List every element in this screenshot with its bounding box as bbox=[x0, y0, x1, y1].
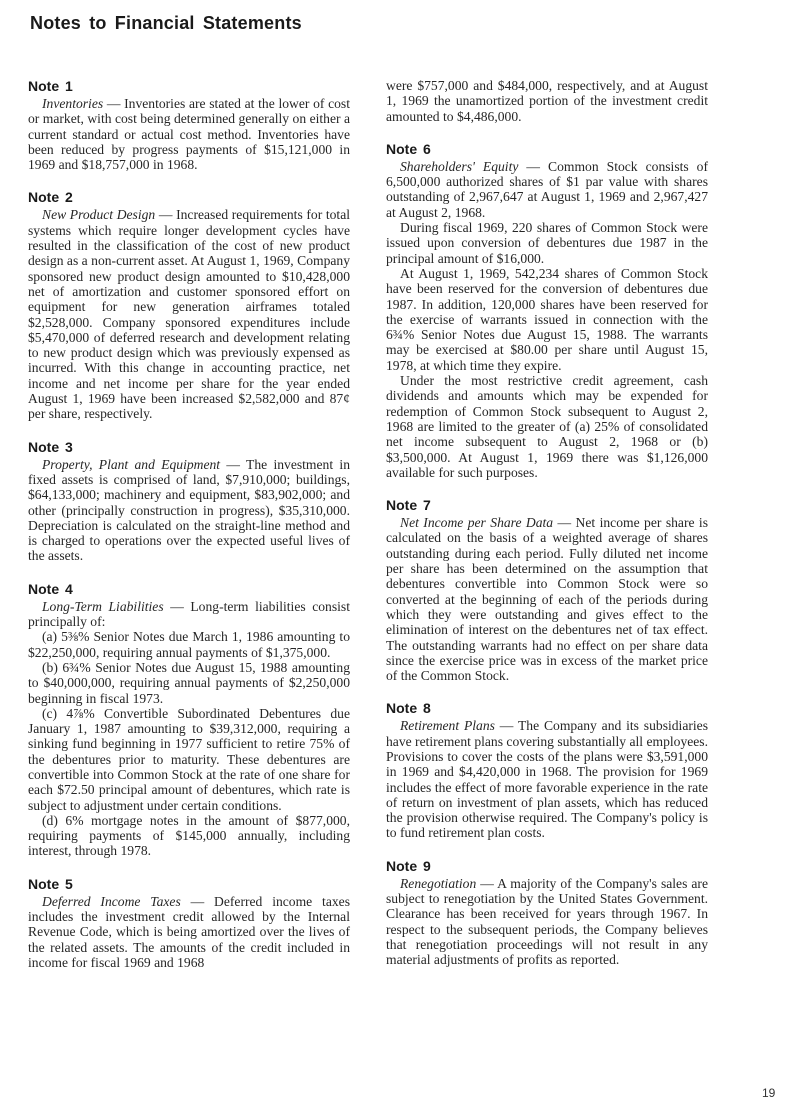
note-text: — Increased requirements for total systems which require longer development cycles have resulted in the classification of the cost of new product design as a non-current asset. At August 1, 1969, Company sponsored new product design amounted to $10,428,000 net of amortization and customer sponsored effort on equipment for new generation airframes totaled $2,528,000. Company sponsored expenditures include $5,470,000 of deferred research and development relating to new product design which was previously expensed as incurred. With this change in accounting practice, net income and net income per share for the year ended August 1, 1969 have been increased $2,582,000 and 87¢ per share, respectively. bbox=[28, 207, 351, 422]
note-paragraph bbox=[28, 96, 350, 172]
note-heading: Note 4 bbox=[28, 580, 73, 597]
note-3 bbox=[28, 439, 350, 564]
note-text: — A majority of the Company's sales are subject to renegotiation by the United States Government. Clearance has been received for years through 1967. In respect to the subsequent periods, the Company believes that renegotiation proceedings will not result in any material adjustments of profits as reported. bbox=[386, 875, 708, 968]
right-column bbox=[386, 78, 708, 985]
note-paragraph-item-d: (d) 6% mortgage notes in the amount of $877,000, requiring payments of $145,000 annually, including interest, through 1978. bbox=[28, 812, 350, 859]
page-number: 19 bbox=[762, 1086, 776, 1100]
note-heading: Note 9 bbox=[386, 857, 431, 874]
note-heading: Note 7 bbox=[386, 497, 431, 514]
note-topic: Retirement Plans bbox=[400, 718, 495, 734]
note-text: — Long-term liabilities consist principally of: bbox=[28, 598, 350, 630]
note-topic: Net Income per Share Data bbox=[400, 515, 554, 531]
note-8 bbox=[386, 700, 708, 840]
note-heading: Note 5 bbox=[28, 875, 73, 892]
note-paragraph bbox=[28, 457, 350, 564]
note-continuation: were $757,000 and $484,000, respectively, and at August 1, 1969 the unamortized portion of the investment credit amounted to $4,486,000. bbox=[386, 78, 708, 124]
note-heading: Note 3 bbox=[28, 438, 73, 455]
note-paragraph: During fiscal 1969, 220 shares of Common Stock were issued upon conversion of debentures due 1987 in the principal amount of $16,000. bbox=[386, 220, 708, 266]
note-1 bbox=[28, 78, 350, 172]
note-topic: Long-Term Liabilities bbox=[42, 598, 164, 614]
page-title: Notes to Financial Statements bbox=[30, 13, 302, 33]
note-paragraph-item-c: (c) 4⅞% Convertible Subordinated Debentures due January 1, 1987 amounting to $39,312,000, requiring a sinking fund beginning in 1977 sufficient to retire 75% of the debentures prior to maturity. These debentures are convertible into Common Stock at the rate of one share for each $72.50 principal amount of debentures, which rate is subject to adjustment under certain conditions. bbox=[28, 705, 350, 813]
note-text: — Deferred income taxes includes the investment credit allowed by the Internal Revenue Code, which is being amortized over the lives of the related assets. The amounts of the credit included in income for fiscal 1969 and 1968 bbox=[28, 893, 350, 970]
note-paragraph-item-a: (a) 5⅜% Senior Notes due March 1, 1986 amounting to $22,250,000, requiring annual payments of $1,375,000. bbox=[28, 629, 350, 660]
note-paragraph: Under the most restrictive credit agreement, cash dividends and amounts which may be expended for redemption of Common Stock subsequent to August 2, 1968 are limited to the greater of (a) 25% of consolidated net income subsequent to August 2, 1968 or (b) $3,500,000. At August 1, 1969 there was $1,126,000 available for such purposes. bbox=[386, 373, 708, 480]
note-9 bbox=[386, 858, 708, 968]
note-5 bbox=[28, 876, 350, 970]
note-paragraph-item-b: (b) 6¾% Senior Notes due August 15, 1988 amounting to $40,000,000, requiring annual payments of $2,250,000 beginning in fiscal 1973. bbox=[28, 659, 350, 706]
note-text: — Net income per share is calculated on the basis of a weighted average of shares outstanding during each period. Fully diluted net income per share has been determined on the assumption that debentures convertible into Common Stock were so converted at the beginning of each of the periods during which they were outstanding and gives effect to the elimination of interest on the debentures net of tax effect. The outstanding warrants had no effect on per share data since the exercise price was in excess of the market price of the Common Stock. bbox=[386, 515, 708, 684]
note-text: — Common Stock consists of 6,500,000 authorized shares of $1 par value with shares outstanding of 2,967,647 at August 1, 1969 and 2,967,427 at August 2, 1968. bbox=[386, 158, 709, 220]
note-4 bbox=[28, 581, 350, 859]
note-heading: Note 1 bbox=[28, 78, 73, 94]
note-heading: Note 8 bbox=[386, 700, 431, 717]
note-text: — Inventories are stated at the lower of cost or market, with cost being determined generally on either a current standard or actual cost method. Inventories have been reduced by progress payments of $15,121,000 in 1969 and $18,757,000 in 1968. bbox=[28, 96, 350, 173]
note-6 bbox=[386, 141, 708, 480]
note-paragraph bbox=[28, 207, 350, 421]
note-paragraph bbox=[386, 515, 708, 683]
note-topic: Deferred Income Taxes bbox=[42, 893, 181, 909]
note-heading: Note 2 bbox=[28, 189, 73, 206]
note-topic: Property, Plant and Equipment bbox=[42, 456, 221, 472]
note-paragraph bbox=[386, 718, 708, 840]
left-column bbox=[28, 78, 350, 987]
note-topic: Renegotiation bbox=[400, 875, 477, 891]
note-paragraph bbox=[28, 894, 350, 970]
note-paragraph bbox=[386, 876, 708, 968]
note-topic: New Product Design bbox=[42, 207, 156, 223]
note-text: — The investment in fixed assets is comprised of land, $7,910,000; buildings, $64,133,000; machinery and equipment, $83,902,000; and other (principally construction in progress), $35,310,000. Depreciation is calculated on the straight-line method and is charged to operations over the expected useful lives of the assets. bbox=[28, 456, 350, 564]
note-heading: Note 6 bbox=[386, 140, 431, 157]
note-paragraph bbox=[386, 159, 708, 220]
note-2 bbox=[28, 189, 350, 421]
note-5-continued bbox=[386, 78, 708, 124]
note-topic: Inventories bbox=[42, 96, 104, 111]
note-text: — The Company and its subsidiaries have retirement plans covering substantially all employees. Provisions to cover the costs of the plans were $3,591,000 in 1969 and $4,420,000 in 1968. The provision for 1969 includes the effect of more favorable experience in the rate of return on investment of plan assets, which has reduced the provision otherwise required. The Company's policy is to fund retirement plan costs. bbox=[386, 718, 708, 841]
note-topic: Shareholders' Equity bbox=[400, 158, 519, 174]
note-7 bbox=[386, 497, 708, 683]
note-paragraph bbox=[28, 599, 350, 630]
note-paragraph: At August 1, 1969, 542,234 shares of Common Stock have been reserved for the conversion of debentures due 1987. In addition, 120,000 shares have been reserved for the exercise of warrants issued in connection with the 6¾% Senior Notes due August 15, 1988. The warrants may be exercised at $80.00 per share until August 15, 1978, at which time they expire. bbox=[386, 265, 708, 373]
